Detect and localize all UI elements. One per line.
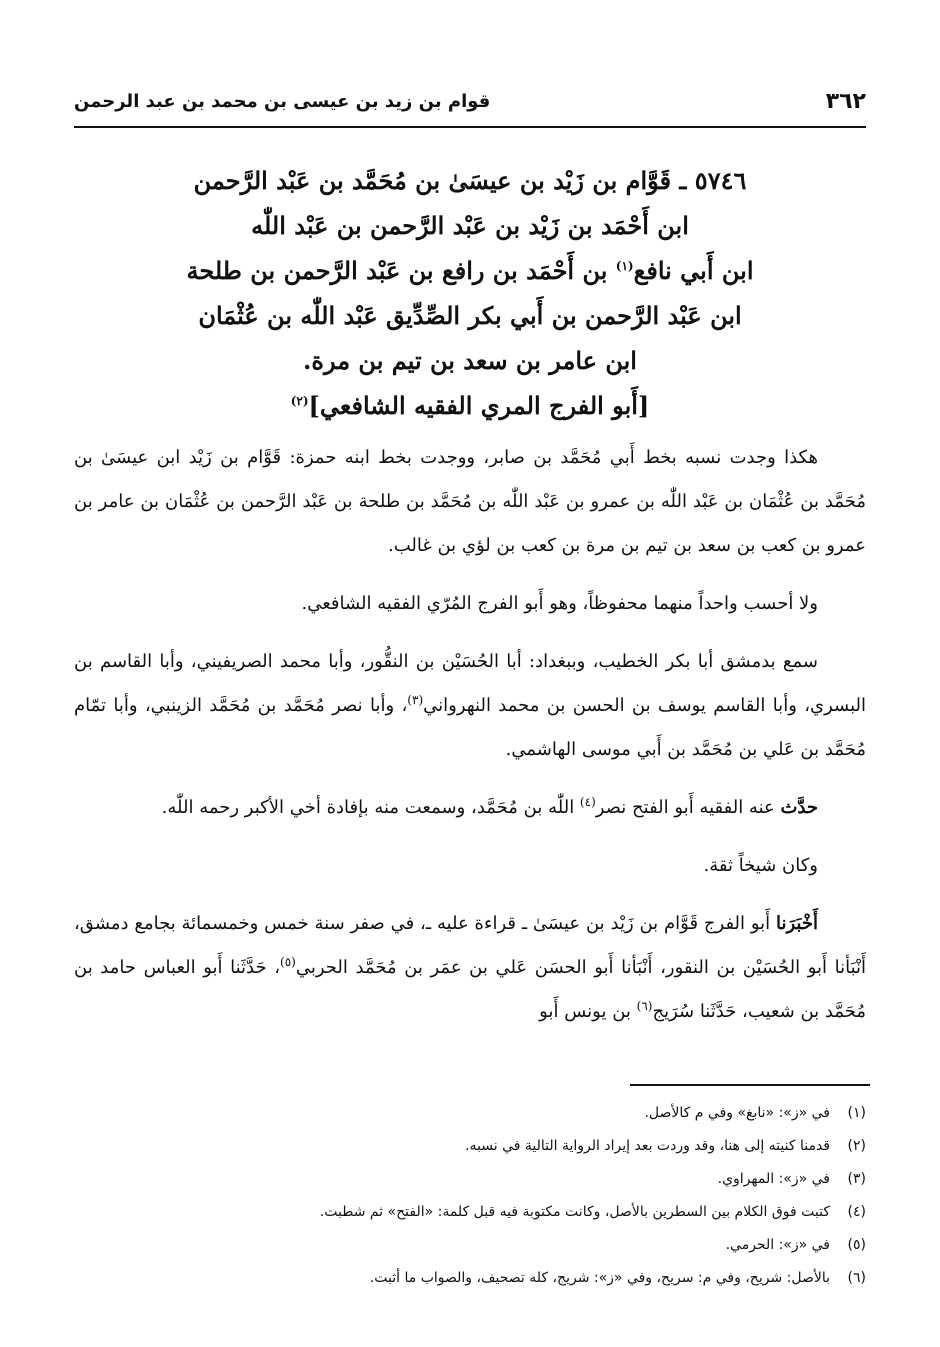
- isnad-text-a: أَبو الفرج قَوَّام بن زَيْد بن عيسَىٰ ـ قراءة عليه ـ، في صفر سنة خمس وخمسمائة بجامع دمشق، أَنْبَأنا أَبو الحُسَيْن بن النقور، أَنْبَأنا أَبو الحسَن عَلي بن عمَر بن مُحَمَّد الحربي: [74, 913, 867, 978]
- footnote-number: (٤): [847, 1204, 866, 1220]
- paragraph-reliability: وكان شيخاً ثقة.: [703, 855, 818, 876]
- body-text: [74, 436, 866, 1048]
- footnote-ref-3[interactable]: (٣): [407, 693, 424, 707]
- footnote-divider: [630, 1084, 870, 1086]
- entry-line-2: ابن أَحْمَد بن زَيْد بن عَبْد الرَّحمن بن عَبْد اللّٰه: [251, 211, 689, 240]
- footnote-number: (٣): [847, 1171, 866, 1187]
- entry-line-5: ابن عامر بن سعد بن تيم بن مرة.: [303, 346, 637, 375]
- students-text-a: عنه الفقيه أَبو الفتح نصر: [595, 797, 781, 818]
- isnad-text-c: بن يونس أَبو: [539, 1001, 637, 1022]
- page-header: [74, 84, 866, 118]
- haddatha-keyword: حدَّث: [780, 797, 818, 818]
- footnote-6: [74, 1262, 866, 1295]
- entry-heading: [74, 158, 866, 428]
- footnote-number: (٥): [847, 1237, 866, 1253]
- footnote-text: في «ز»: «نابغ» وفي م كالأصل.: [644, 1105, 830, 1121]
- students-text-b: اللّٰه بن مُحَمَّد، وسمعت منه بإفادة أخي الأكبر رحمه اللّٰه.: [161, 797, 580, 818]
- kunya-bracket: [أَبو الفرج المري الفقيه الشافعي]: [308, 391, 650, 420]
- paragraph-teachers: [74, 640, 866, 772]
- paragraph-assessment: ولا أحسب واحداً منهما محفوظاً، وهو أَبو الفرج المُرّي الفقيه الشافعي.: [301, 593, 818, 614]
- footnote-number: (٢): [847, 1138, 866, 1154]
- footnote-number: (٦): [847, 1270, 866, 1286]
- footnote-text: في «ز»: الحرمي.: [725, 1237, 830, 1253]
- footnote-text: كتبت فوق الكلام بين السطرين بالأصل، وكانت مكتوبة فيه قبل كلمة: «الفتح» ثم شطبت.: [319, 1204, 830, 1220]
- paragraph-isnad: [74, 902, 866, 1034]
- footnote-number: (١): [847, 1105, 866, 1121]
- footnote-2: [74, 1130, 866, 1163]
- teachers-text-b: ، وأبا نصر مُحَمَّد بن مُحَمَّد الزينبي، وأبا تمّام مُحَمَّد بن عَلي بن مُحَمَّد بن أَبي موسى الهاشمي.: [74, 695, 866, 760]
- footnote-4: [74, 1196, 866, 1229]
- entry-line-3: [74, 248, 866, 293]
- running-title: قوام بن زيد بن عيسى بن محمد بن عبد الرحمن: [74, 90, 491, 112]
- entry-line-1: ٥٧٤٦ ـ قَوَّام بن زَيْد بن عيسَىٰ بن مُحَمَّد بن عَبْد الرَّحمن: [193, 166, 747, 195]
- footnote-text: بالأصل: شريح، وفي م: سريح، وفي «ز»: شريج، كله تصحيف، والصواب ما أثبت.: [369, 1270, 830, 1286]
- footnote-text: قدمنا كنيته إلى هنا، وقد وردت بعد إيراد الرواية التالية في نسبه.: [465, 1138, 830, 1154]
- isnad-text-b: ، حَدَّثَنا أَبو العباس حامد بن مُحَمَّد بن شعيب، حَدَّثَنا سُرَيج: [74, 957, 866, 1022]
- akhbarana-keyword: أَخْبَرَنا: [776, 913, 818, 934]
- paragraph-lineage: هكذا وجدت نسبه بخط أَبي مُحَمَّد بن صابر، ووجدت بخط ابنه حمزة: قَوَّام بن زَيْد ابن عيسَىٰ بن مُحَمَّد بن عُثْمَان بن عَبْد اللّٰه بن عمرو بن عَبْد اللّٰه بن مُحَمَّد بن طلحة بن عَبْد الرَّحمن بن عُثْمَان بن عامر بن عمرو بن كعب بن سعد بن تيم بن مرة بن كعب بن لؤي بن غالب.: [74, 447, 866, 556]
- footnote-ref-5[interactable]: (٥): [280, 955, 296, 969]
- entry-line-3b: بن أَحْمَد بن رافع بن عَبْد الرَّحمن بن طلحة: [186, 256, 608, 285]
- header-divider: [74, 126, 866, 128]
- entry-line-3a: ابن أَبي نافع: [633, 256, 754, 285]
- footnote-ref-1[interactable]: (١): [615, 259, 634, 273]
- footnote-1: [74, 1097, 866, 1130]
- footnote-5: [74, 1229, 866, 1262]
- entry-line-4: ابن عَبْد الرَّحمن بن أَبي بكر الصِّدِّيق عَبْد اللّٰه بن عُثْمَان: [198, 301, 742, 330]
- entry-line-6: [74, 383, 866, 428]
- page-number: ٣٦٢: [825, 88, 866, 114]
- footnote-ref-2[interactable]: (٢): [290, 394, 309, 408]
- footnotes: [74, 1097, 866, 1295]
- footnote-3: [74, 1163, 866, 1196]
- footnote-ref-6[interactable]: (٦): [636, 999, 653, 1013]
- footnote-text: في «ز»: المهراوي.: [717, 1171, 830, 1187]
- teachers-text-a: سمع بدمشق أبا بكر الخطيب، وببغداد: أبا الحُسَيْن بن النقُّور، وأبا محمد الصريفيني، وأبا القاسم بن البسري، وأبا القاسم يوسف بن الحسن بن محمد النهرواني: [74, 651, 866, 716]
- footnote-ref-4[interactable]: (٤): [579, 795, 596, 809]
- paragraph-students: [74, 786, 866, 830]
